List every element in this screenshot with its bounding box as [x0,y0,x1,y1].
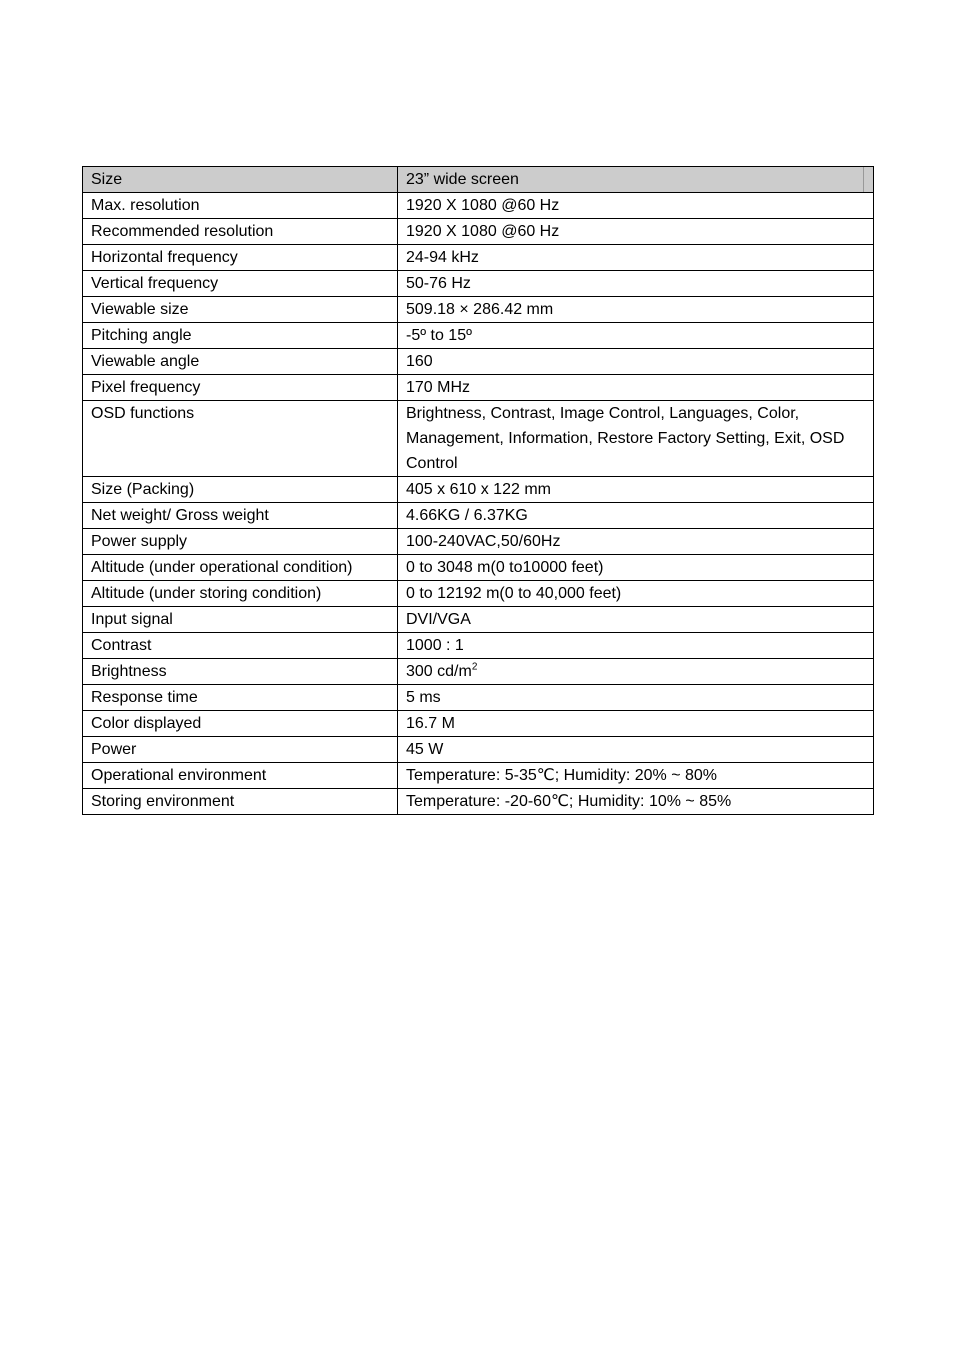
spec-label: Brightness [83,659,398,685]
table-row [83,219,874,245]
spec-label: Pitching angle [83,323,398,349]
table-row [83,685,874,711]
table-row [83,297,874,323]
spec-value: Temperature: 5-35℃; Humidity: 20% ~ 80% [398,763,874,789]
spec-value: Brightness, Contrast, Image Control, Languages, Color, Management, Information, Restore Factory Setting, Exit, OSD Control [398,401,874,477]
table-row [83,737,874,763]
spec-label: Operational environment [83,763,398,789]
table-row [83,271,874,297]
superscript-unit: 2 [471,661,478,673]
spec-value: 24-94 kHz [398,245,874,271]
table-row [83,659,874,685]
spec-value: 45 W [398,737,874,763]
table-row [83,555,874,581]
spec-label: Size [83,167,398,193]
spec-value: 160 [398,349,874,375]
spec-value: 509.18 × 286.42 mm [398,297,874,323]
spec-label: OSD functions [83,401,398,477]
spec-label: Net weight/ Gross weight [83,503,398,529]
spec-value: 16.7 M [398,711,874,737]
table-row [83,193,874,219]
spec-value: 23” wide screen [398,167,874,193]
table-row [83,711,874,737]
spec-value: 170 MHz [398,375,874,401]
spec-value [398,659,874,685]
spec-label: Altitude (under storing condition) [83,581,398,607]
spec-value: DVI/VGA [398,607,874,633]
spec-label: Power supply [83,529,398,555]
spec-label: Viewable size [83,297,398,323]
spec-value: 0 to 3048 m(0 to10000 feet) [398,555,874,581]
spec-label: Contrast [83,633,398,659]
spec-value: 1000 : 1 [398,633,874,659]
table-row [83,323,874,349]
brightness-value: 300 cd/m [406,663,472,680]
table-row [83,633,874,659]
table-row [83,529,874,555]
table-row [83,789,874,815]
table-row [83,349,874,375]
spec-value: 1920 X 1080 @60 Hz [398,219,874,245]
table-row [83,503,874,529]
spec-label: Storing environment [83,789,398,815]
spec-label: Pixel frequency [83,375,398,401]
spec-label: Size (Packing) [83,477,398,503]
spec-value: 50-76 Hz [398,271,874,297]
spec-label: Input signal [83,607,398,633]
spec-label: Recommended resolution [83,219,398,245]
spec-table [82,166,874,815]
spec-value: 0 to 12192 m(0 to 40,000 feet) [398,581,874,607]
spec-label: Response time [83,685,398,711]
spec-value: 4.66KG / 6.37KG [398,503,874,529]
spec-value: 405 x 610 x 122 mm [398,477,874,503]
table-header-row [83,167,874,193]
table-row [83,401,874,477]
spec-label: Power [83,737,398,763]
spec-label: Altitude (under operational condition) [83,555,398,581]
spec-label: Max. resolution [83,193,398,219]
spec-label: Color displayed [83,711,398,737]
table-row [83,763,874,789]
table-row [83,375,874,401]
spec-value: 5 ms [398,685,874,711]
table-row [83,607,874,633]
table-row [83,477,874,503]
spec-value: 100-240VAC,50/60Hz [398,529,874,555]
spec-label: Vertical frequency [83,271,398,297]
spec-value: 1920 X 1080 @60 Hz [398,193,874,219]
table-row [83,581,874,607]
spec-label: Horizontal frequency [83,245,398,271]
spec-value: Temperature: -20-60℃; Humidity: 10% ~ 85% [398,789,874,815]
spec-label: Viewable angle [83,349,398,375]
spec-value: -5º to 15º [398,323,874,349]
table-row [83,245,874,271]
